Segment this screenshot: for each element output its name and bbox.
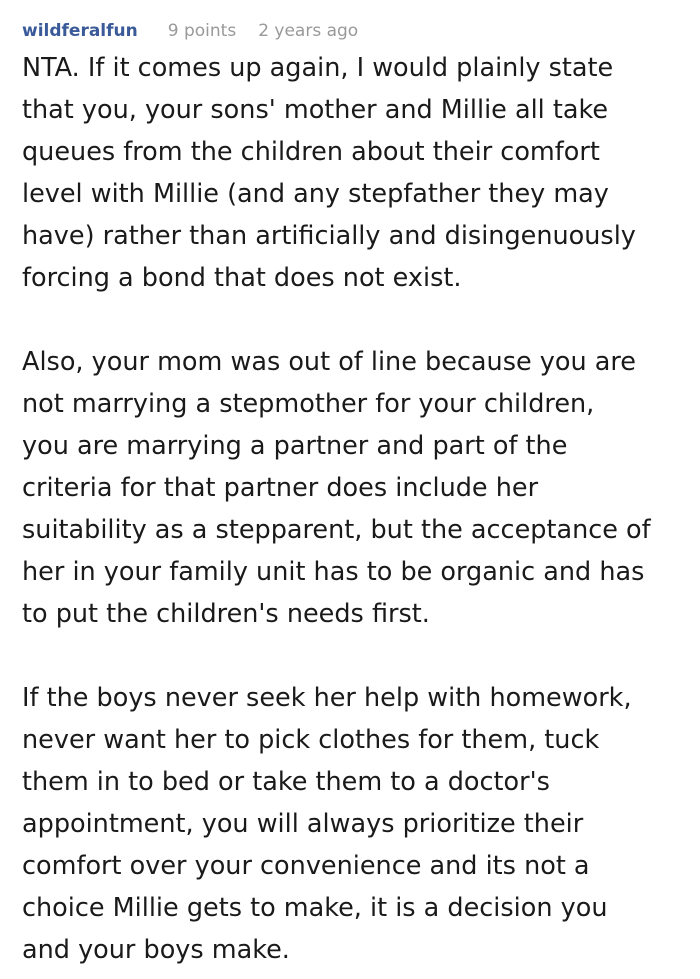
comment-paragraph — [22, 677, 682, 971]
text-line: NTA. If it comes up again, I would plainly state — [22, 53, 614, 83]
text-line: them in to bed or take them to a doctor's — [22, 767, 550, 797]
text-line: have) rather than artificially and disingenuously — [22, 221, 636, 251]
text-line: to put the children's needs first. — [22, 599, 430, 629]
comment-meta — [22, 16, 682, 46]
text-line: and your boys make. — [22, 935, 290, 965]
comment-paragraph — [22, 341, 682, 635]
comment-timestamp: 2 years ago — [258, 21, 359, 41]
text-line: suitability as a stepparent, but the acceptance of — [22, 515, 651, 545]
comment — [22, 16, 682, 971]
text-line: If the boys never seek her help with homework, — [22, 683, 632, 713]
text-line: you are marrying a partner and part of the — [22, 431, 568, 461]
text-line: criteria for that partner does include her — [22, 473, 539, 503]
text-line: queues from the children about their comfort — [22, 137, 600, 167]
text-line: comfort over your convenience and its not a — [22, 851, 590, 881]
text-line: forcing a bond that does not exist. — [22, 263, 462, 293]
text-line: level with Millie (and any stepfather they may — [22, 179, 609, 209]
comment-points: 9 points — [167, 21, 237, 41]
text-line: Also, your mom was out of line because you are — [22, 347, 636, 377]
text-line: appointment, you will always prioritize their — [22, 809, 584, 839]
text-line: her in your family unit has to be organic and has — [22, 557, 645, 587]
comment-body — [22, 47, 682, 971]
text-line: never want her to pick clothes for them, tuck — [22, 725, 600, 755]
text-line: that you, your sons' mother and Millie all take — [22, 95, 609, 125]
text-line: not marrying a stepmother for your children, — [22, 389, 595, 419]
text-line: choice Millie gets to make, it is a decision you — [22, 893, 608, 923]
comment-author-link[interactable]: wildferalfun — [22, 21, 138, 41]
comment-paragraph — [22, 47, 682, 299]
